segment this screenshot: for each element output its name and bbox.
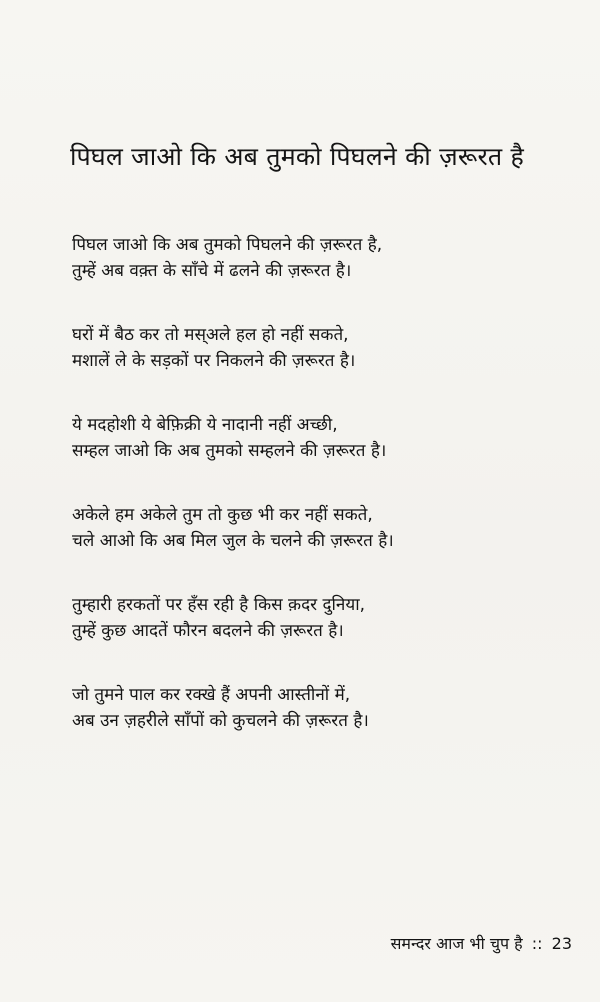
poem-line: जो तुमने पाल कर रक्खे हैं अपनी आस्तीनों में,: [72, 685, 351, 705]
footer-separator: ::: [531, 934, 543, 953]
stanza-3: [72, 412, 572, 464]
book-title: समन्दर आज भी चुप है: [390, 934, 523, 953]
poem-line: अब उन ज़हरीले साँपों को कुचलने की ज़रूरत है।: [72, 711, 369, 731]
poem-line: ये मदहोशी ये बेफ़िक्री ये नादानी नहीं अच्छी,: [72, 415, 338, 435]
stanza-2: [72, 322, 572, 374]
stanza-6: [72, 682, 572, 734]
stanza-4: [72, 502, 572, 554]
poem-line: तुम्हें अब वक़्त के साँचे में ढलने की ज़रूरत है।: [72, 261, 352, 281]
poem-line: सम्हल जाओ कि अब तुमको सम्हलने की ज़रूरत है।: [72, 441, 387, 461]
page-number: 23: [551, 934, 572, 953]
poem-line: तुम्हें कुछ आदतें फौरन बदलने की ज़रूरत है।: [72, 621, 344, 641]
poem-line: घरों में बैठ कर तो मस्अले हल हो नहीं सकते,: [72, 325, 349, 345]
poem-line: चले आओ कि अब मिल जुल के चलने की ज़रूरत है।: [72, 531, 394, 551]
stanza-1: [72, 232, 572, 284]
stanza-5: [72, 592, 572, 644]
poem-body: [72, 232, 572, 772]
poem-line: मशालें ले के सड़कों पर निकलने की ज़रूरत है।: [72, 351, 356, 371]
page-footer: [391, 932, 572, 956]
poem-line: तुम्हारी हरकतों पर हँस रही है किस क़दर दुनिया,: [72, 595, 366, 615]
poem-line: अकेले हम अकेले तुम तो कुछ भी कर नहीं सकते,: [72, 505, 373, 525]
poem-title: पिघल जाओ कि अब तुमको पिघलने की ज़रूरत है: [70, 142, 524, 171]
poem-line: पिघल जाओ कि अब तुमको पिघलने की ज़रूरत है,: [72, 235, 383, 255]
